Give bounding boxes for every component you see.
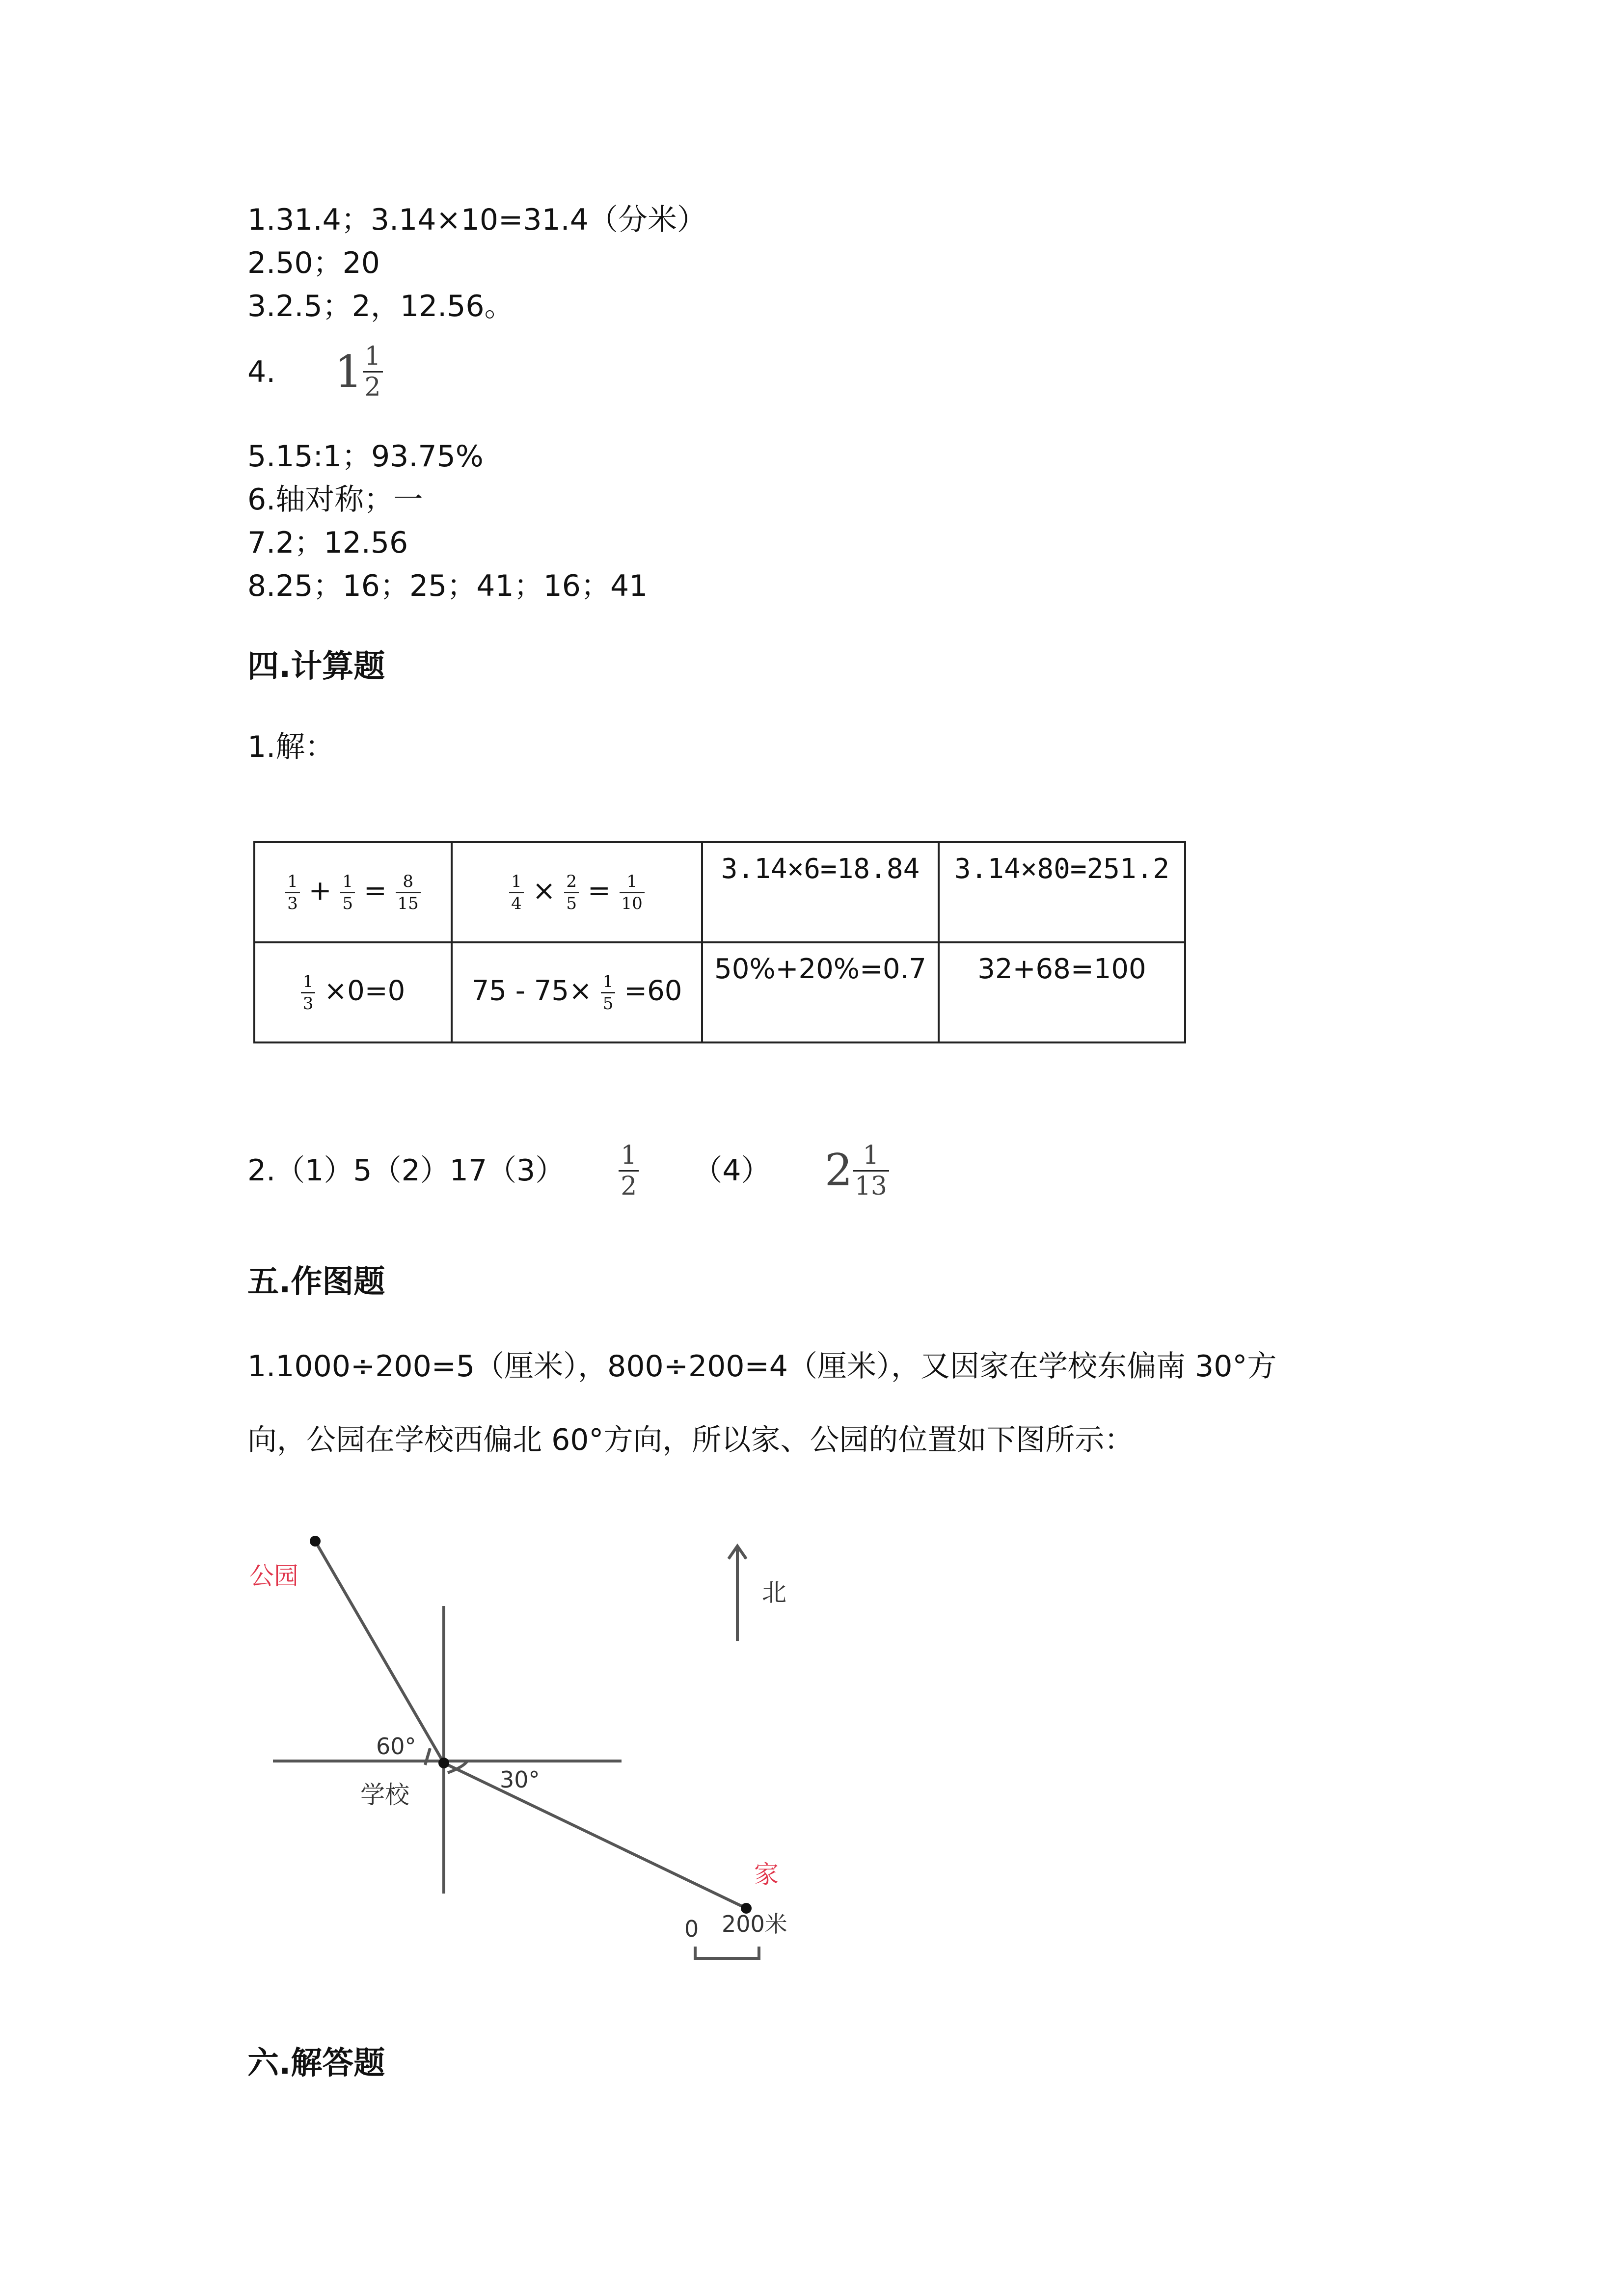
home-label: 家: [754, 1860, 779, 1889]
answer-line-1: 1.31.4；3.14×10=31.4（分米）: [247, 203, 706, 237]
answer-line-2: 2.50；20: [247, 246, 380, 280]
denominator: 10: [620, 892, 645, 912]
operator: +: [308, 875, 332, 907]
home-line: [444, 1763, 746, 1908]
section-6-heading: 六.解答题: [247, 2045, 385, 2082]
numerator: 1: [302, 971, 314, 991]
answer-line-8: 8.25；16；25；41；16；41: [247, 569, 648, 603]
table-cell: 3.14×6=18.84: [702, 842, 939, 942]
table-cell: 32+68=100: [939, 942, 1185, 1042]
answer-line-5: 5.15:1；93.75%: [247, 439, 484, 474]
section-4-heading: 四.计算题: [247, 648, 385, 685]
denominator: 3: [301, 992, 316, 1012]
expression-rest: ×0=0: [324, 975, 406, 1007]
answer-line-6: 6.轴对称；一: [247, 482, 423, 517]
school-point: [438, 1758, 449, 1768]
denominator: 2: [619, 1170, 639, 1199]
park-line: [315, 1541, 444, 1763]
scale-label: 200米: [722, 1911, 787, 1937]
denominator: 3: [285, 892, 300, 912]
answer-line-7: 7.2；12.56: [247, 526, 408, 560]
question-2-text: 2.（1）5（2）17（3）: [247, 1153, 565, 1188]
numerator: 1: [863, 1140, 879, 1170]
table-cell: 3.14×80=251.2: [939, 842, 1185, 942]
drawing-answer-line-1: 1.1000÷200=5（厘米），800÷200=4（厘米），又因家在学校东偏南 30°方: [247, 1349, 1277, 1384]
denominator: 5: [564, 892, 579, 912]
expression-rest: =60: [624, 975, 682, 1007]
equals: =: [587, 875, 611, 907]
numerator: 1: [342, 871, 353, 891]
denominator: 5: [340, 892, 355, 912]
denominator: 15: [396, 892, 421, 912]
scale-zero-label: 0: [684, 1916, 699, 1942]
numerator: 2: [566, 871, 577, 891]
denominator: 4: [509, 892, 524, 912]
numerator: 8: [403, 871, 413, 891]
drawing-answer-line-2: 向，公园在学校西偏北 60°方向，所以家、公园的位置如下图所示：: [247, 1423, 1134, 1457]
question-1-label: 1.解：: [247, 730, 335, 764]
numerator: 1: [621, 1140, 637, 1170]
numerator: 1: [602, 971, 614, 991]
denominator: 2: [363, 371, 383, 400]
denominator: 5: [601, 992, 616, 1012]
numerator: 1: [626, 871, 637, 891]
question-2-part-4: （4）: [693, 1153, 771, 1188]
answer-4-prefix: 4.: [247, 354, 276, 389]
angle-30-label: 30°: [500, 1766, 540, 1793]
numerator: 1: [364, 342, 381, 371]
numerator: 1: [287, 871, 298, 891]
expression-prefix: 75 - 75×: [471, 975, 592, 1007]
park-point: [310, 1536, 321, 1547]
numerator: 1: [511, 871, 522, 891]
angle-60-label: 60°: [376, 1733, 416, 1760]
operator: ×: [532, 875, 556, 907]
school-label: 学校: [360, 1781, 409, 1809]
section-5-heading: 五.作图题: [247, 1264, 385, 1300]
table-cell: 50%+20%=0.7: [702, 942, 939, 1042]
park-label: 公园: [249, 1562, 298, 1590]
denominator: 13: [853, 1170, 889, 1199]
mixed-whole: 1: [334, 346, 363, 398]
mixed-whole: 2: [824, 1145, 853, 1196]
north-label: 北: [762, 1578, 786, 1607]
equals: =: [363, 875, 387, 907]
scale-bar: [695, 1947, 759, 1958]
answer-line-3: 3.2.5；2，12.56。: [247, 289, 514, 323]
